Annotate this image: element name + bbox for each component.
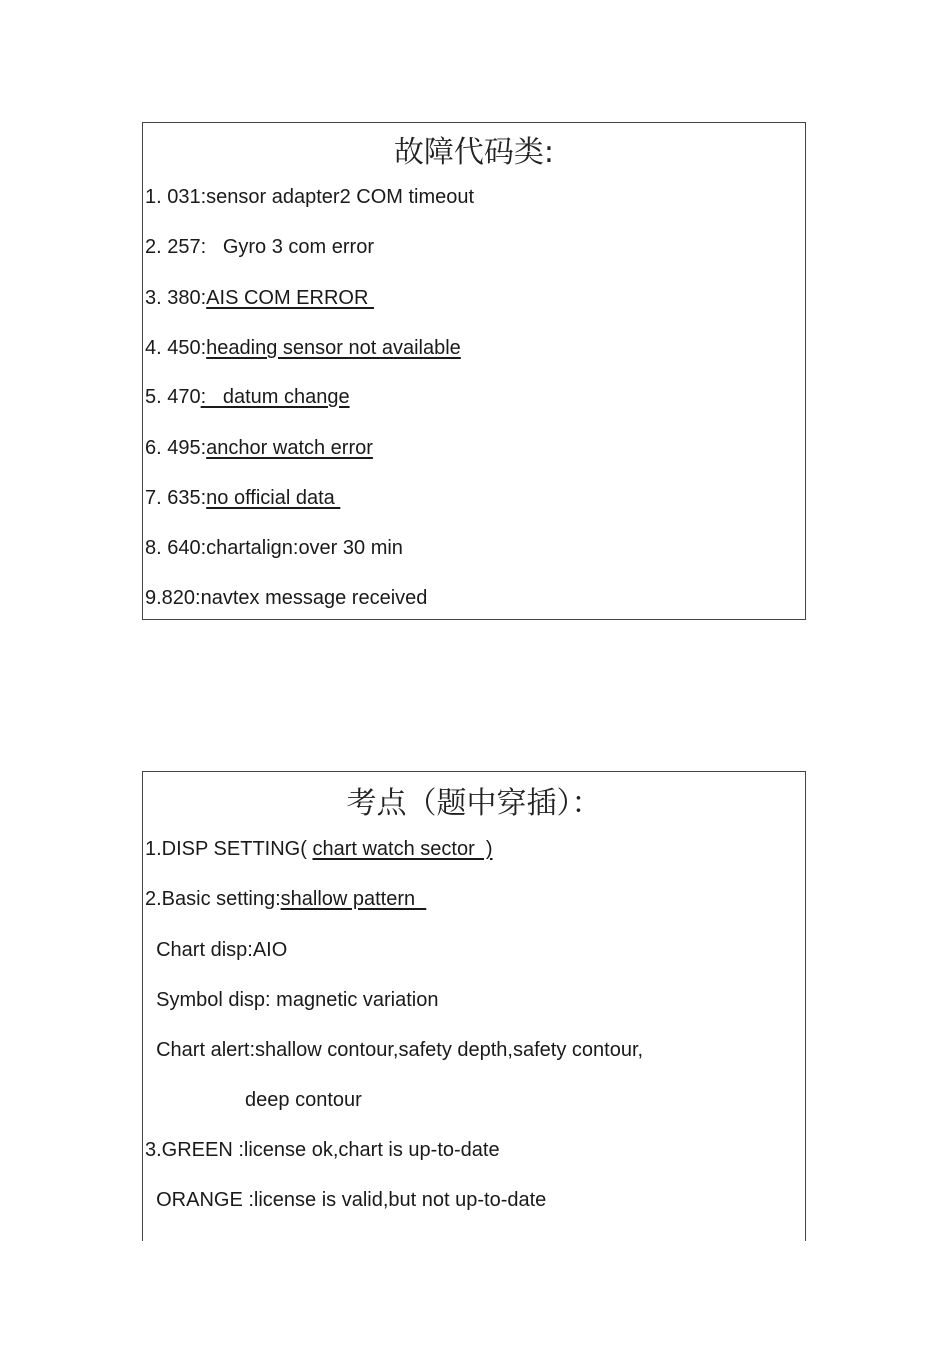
fault-code-item: 5. 470: datum change (145, 386, 350, 408)
fault-codes-box (142, 122, 806, 620)
exam-point-item: 3.GREEN :license ok,chart is up-to-date (145, 1139, 500, 1161)
fault-code-item: 8. 640:chartalign:over 30 min (145, 537, 403, 559)
exam-points-title: 考点（题中穿插）： (346, 786, 602, 821)
exam-point-item: Symbol disp: magnetic variation (145, 989, 439, 1011)
fault-code-item: 9.820:navtex message received (145, 587, 428, 609)
exam-point-item: Chart alert:shallow contour,safety depth,safety contour, (145, 1039, 644, 1061)
exam-point-item: deep contour (145, 1089, 362, 1111)
exam-point-item: 1.DISP SETTING( chart watch sector ) (145, 838, 493, 860)
fault-code-item: 3. 380:AIS COM ERROR (145, 287, 374, 309)
fault-code-item: 1. 031:sensor adapter2 COM timeout (145, 186, 475, 208)
fault-code-item: 2. 257: Gyro 3 com error (145, 236, 374, 258)
exam-point-item: ORANGE :license is valid,but not up-to-date (145, 1189, 547, 1211)
fault-code-item: 6. 495:anchor watch error (145, 437, 373, 459)
fault-code-item: 4. 450:heading sensor not available (145, 337, 461, 359)
exam-point-item: Chart disp:AIO (145, 939, 288, 961)
exam-points-box (142, 771, 806, 1241)
exam-point-item: 2.Basic setting:shallow pattern (145, 888, 427, 910)
fault-codes-title: 故障代码类: (393, 135, 555, 170)
fault-code-item: 7. 635:no official data (145, 487, 341, 509)
